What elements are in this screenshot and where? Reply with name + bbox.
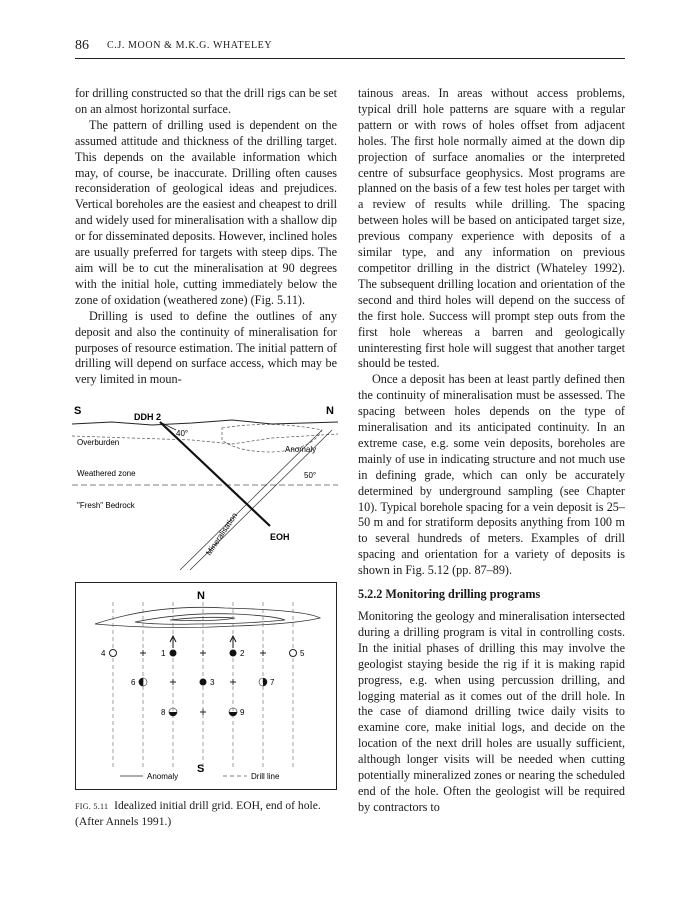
- paragraph: tainous areas. In areas without access problems, typical drill hole patterns are square with a regular pattern or with rows of holes offset from adjacent holes. The first hole normally aimed at the down dip projection of surface anomalies or the interpreted centre of subsurface geophysics. Most programs are planned on the basis of a few test holes per target with a review of results while drilling. The spacing between holes will be based on anticipated target size, previous company experience with deposits of a similar type, and any information on previous competitor drilling in the district (Whateley 1992). The subsequent drilling location and orientation of the second and third holes will depend on the success of the first hole. Success will prompt step outs from the first hole whereas a barren and geologically uninteresting first hole will suggest that another target should be tested.: [358, 86, 625, 371]
- page-number: 86: [75, 38, 89, 53]
- drill-hole-7: [263, 678, 267, 686]
- section-heading: 5.2.2 Monitoring drilling programs: [358, 587, 541, 602]
- hole-number: 9: [240, 708, 245, 717]
- paragraph: Monitoring the geology and mineralisation intersected during a drilling program is vital in controlling costs. In the initial phases of drilling this may involve the geologist staying beside the rig if it is making rapid progress, e.g. when using percussion drilling, and logging material as it comes out of the drill hole. In the case of diamond drilling twice daily visits to examine core, make initial logs, and decide on the location of the next drill holes are usually sufficient, although longer visits will be needed when cutting potentially mineralized zones or nearing the scheduled end of the hole. Often the geologist will be required by contractors to: [358, 609, 625, 814]
- legend-drill-label: Drill line: [251, 772, 280, 781]
- figure-plan-view: [75, 582, 337, 790]
- running-header: [75, 36, 625, 59]
- drill-hole-5: [290, 650, 297, 657]
- hole-number: 6: [131, 678, 136, 687]
- running-head-authors: C.J. MOON & M.K.G. WHATELEY: [107, 40, 273, 51]
- right-column: [358, 86, 625, 816]
- drill-hole-8: [169, 712, 177, 716]
- north-label: N: [326, 405, 334, 417]
- paragraph: The pattern of drilling used is dependent on the assumed attitude and thickness of the drilling target. This depends on the available information which may, of course, be inaccurate. Drilling often causes reconsideration of geological ideas and prejudices. Vertical boreholes are the easiest and cheapest to drill and widely used for mineralisation with a shallow dip or for disseminated deposits. However, inclined holes are usually preferred for targets with steep dips. The aim will be to cut the mineralisation at 90 degrees with the initial hole, cutting immediately below the zone of oxidation (weathered zone) (Fig. 5.11).: [75, 117, 337, 307]
- anomaly-contour: [170, 617, 235, 620]
- mineralisation-hanging-wall: [180, 430, 322, 570]
- hole-number: 8: [161, 708, 166, 717]
- anomaly-contour: [135, 614, 285, 625]
- hole-number: 2: [240, 649, 245, 658]
- dip-angle-label: 40°: [176, 429, 189, 438]
- bedrock-label: "Fresh" Bedrock: [77, 501, 135, 510]
- caption-text: Idealized initial drill grid. EOH, end of hole. (After Annels 1991.): [75, 799, 321, 828]
- overburden-label: Overburden: [77, 438, 120, 447]
- hole-label: DDH 2: [134, 412, 162, 422]
- drill-hole-1: [170, 650, 177, 657]
- hole-number: 1: [161, 649, 166, 658]
- paragraph: Drilling is used to define the outlines of any deposit and also the continuity of mineralisation for purposes of resource estimation. The initial pattern of drilling will depend on surface access, which may be very limited in moun-: [75, 308, 337, 387]
- anomaly-label: Anomaly: [285, 445, 317, 454]
- eoh-label: EOH: [270, 532, 290, 542]
- left-column: [75, 86, 337, 388]
- plan-north-label: N: [197, 590, 205, 602]
- figure-caption: [75, 798, 337, 829]
- mineralisation-label: Mineralisation: [204, 511, 240, 558]
- hole-number: 3: [210, 678, 215, 687]
- drill-hole-2: [230, 650, 237, 657]
- legend-anomaly-label: Anomaly: [147, 772, 179, 781]
- weathered-zone-label: Weathered zone: [77, 469, 136, 478]
- ground-surface: [72, 420, 338, 425]
- hole-number: 5: [300, 649, 305, 658]
- hole-number: 7: [270, 678, 275, 687]
- drill-hole-3: [200, 679, 207, 686]
- dip-angle-label-2: 50°: [304, 471, 317, 480]
- drill-hole-6: [139, 678, 143, 686]
- south-label: S: [74, 405, 82, 417]
- paragraph: for drilling constructed so that the drill rigs can be set on an almost horizontal surface.: [75, 86, 337, 116]
- plan-south-label: S: [197, 763, 205, 775]
- drill-hole-4: [110, 650, 117, 657]
- paragraph: Once a deposit has been at least partly defined then the continuity of mineralisation must be assessed. The spacing between holes depends on the type of mineralisation and its anticipated continuity. In an extreme case, e.g. some vein deposits, boreholes are mainly of use in indicating structure and not much use in defining grade, which can only be accurately determined by underground sampling (see Chapter 10). Typical borehole spacing for a vein deposit is 25–50 m and for stratiform deposits anything from 100 m to several hundreds of meters. Examples of drill spacing and orientation for a variety of deposits is shown in Fig. 5.12 (pp. 87–89).: [358, 372, 625, 578]
- drill-hole-9: [229, 712, 237, 716]
- hole-number: 4: [101, 649, 106, 658]
- caption-label: FIG. 5.11: [75, 802, 109, 811]
- figure-section-view: [72, 400, 338, 576]
